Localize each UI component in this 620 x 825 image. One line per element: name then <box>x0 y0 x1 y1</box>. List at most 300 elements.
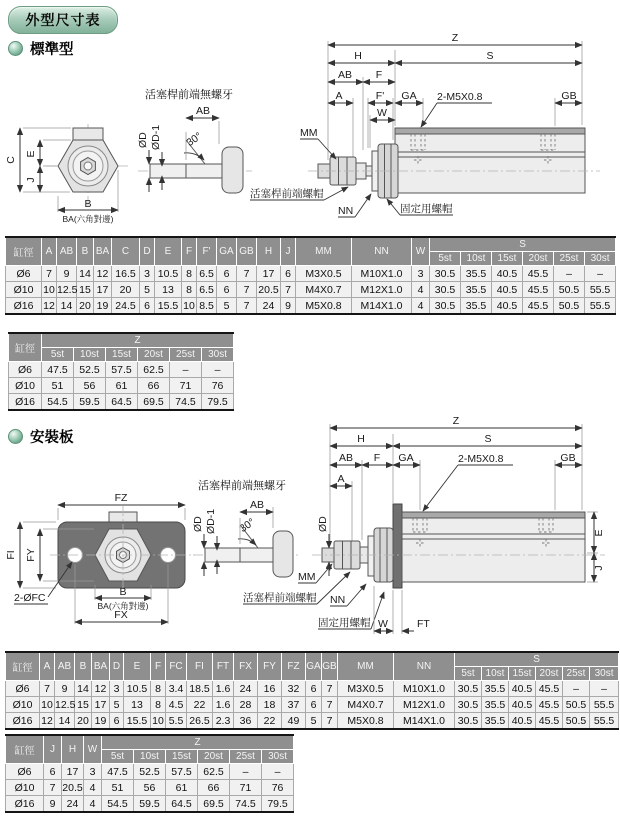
column-header: GB <box>237 237 257 266</box>
dim-label-z: Z <box>451 32 459 44</box>
value-cell: 62.5 <box>198 764 230 780</box>
stroke-header: 15st <box>166 750 198 764</box>
value-cell: 35.5 <box>461 298 492 315</box>
value-cell: 74.5 <box>170 394 202 411</box>
value-cell: 3 <box>412 266 430 282</box>
value-cell: 71 <box>170 378 202 394</box>
value-cell: M5X0.8 <box>296 298 352 315</box>
value-cell: 9 <box>55 681 75 697</box>
value-cell: 4 <box>84 796 102 813</box>
column-header: D <box>140 237 155 266</box>
dim-label-a: A <box>337 473 345 485</box>
column-header: AB <box>55 652 75 681</box>
dim-label-ba: BA(六角對邊) <box>62 214 114 224</box>
column-header: 缸徑 <box>6 735 44 764</box>
dim-label-c: C <box>5 156 17 164</box>
value-cell: 40.5 <box>492 298 523 315</box>
value-cell: 19 <box>92 713 110 730</box>
value-cell: 40.5 <box>509 697 536 713</box>
value-cell: 15.5 <box>124 713 151 730</box>
dim-label-ab: AB <box>338 452 354 464</box>
value-cell: 51 <box>42 378 74 394</box>
column-header: MM <box>296 237 352 266</box>
dim-label-mm: MM <box>300 127 318 139</box>
stroke-header: 25st <box>554 252 585 266</box>
dim-label-fc: 2-ØFC <box>14 592 46 604</box>
value-cell: 26.5 <box>187 713 213 730</box>
value-cell: 45.5 <box>536 681 563 697</box>
stroke-header: 25st <box>230 750 262 764</box>
std-front-view <box>5 124 130 224</box>
value-cell: 47.5 <box>42 362 74 378</box>
value-cell: 7 <box>237 266 257 282</box>
bullet-icon <box>8 41 23 56</box>
page-title: 外型尺寸表 <box>8 6 118 34</box>
column-header: NN <box>394 652 455 681</box>
stroke-header: 15st <box>106 348 138 362</box>
value-cell: 10.5 <box>124 681 151 697</box>
value-cell: 76 <box>262 780 294 796</box>
table-row <box>6 780 294 796</box>
value-cell: 35.5 <box>461 282 492 298</box>
dim-label-ba: BA(六角對邊) <box>97 601 149 611</box>
value-cell: 40.5 <box>492 266 523 282</box>
bore-cell: Ø16 <box>9 394 42 411</box>
value-cell: 4.5 <box>166 697 187 713</box>
value-cell: 22 <box>258 713 282 730</box>
value-cell: 14 <box>77 266 94 282</box>
value-cell: M10X1.0 <box>352 266 412 282</box>
dim-label-f: F <box>375 69 383 81</box>
column-header: E <box>124 652 151 681</box>
value-cell: 4 <box>84 780 102 796</box>
stroke-header: 20st <box>523 252 554 266</box>
value-cell: 7 <box>44 780 62 796</box>
dim-label-angle: 30° <box>184 130 205 150</box>
value-cell: 19 <box>94 298 112 315</box>
value-cell: 35.5 <box>482 697 509 713</box>
column-header: BA <box>94 237 112 266</box>
value-cell: 6 <box>110 713 124 730</box>
value-cell: 10 <box>151 713 166 730</box>
value-cell: 61 <box>166 780 198 796</box>
value-cell: 6 <box>217 266 237 282</box>
value-cell: 8.5 <box>197 298 217 315</box>
value-cell: 13 <box>124 697 151 713</box>
rod-note: 活塞桿前端無螺牙 <box>198 480 286 492</box>
value-cell: 76 <box>202 378 234 394</box>
value-cell: 37 <box>282 697 306 713</box>
value-cell: 71 <box>230 780 262 796</box>
value-cell: – <box>563 681 590 697</box>
value-cell: 6.5 <box>197 282 217 298</box>
table-row <box>6 298 616 315</box>
value-cell: 10 <box>41 698 53 711</box>
value-cell: 10 <box>182 298 197 315</box>
table-row <box>6 796 294 813</box>
dim-label-gb: GB <box>560 452 576 464</box>
mount-side-view <box>243 415 605 634</box>
column-header: B <box>77 237 94 266</box>
value-cell: 5 <box>306 713 322 730</box>
value-cell: 40.5 <box>492 282 523 298</box>
value-cell: 55.5 <box>585 298 616 315</box>
value-cell: 59.5 <box>74 394 106 411</box>
stroke-header: 10st <box>74 348 106 362</box>
section-mount-label: 安裝板 <box>30 430 74 446</box>
column-header: A <box>42 237 57 266</box>
group-header: Z <box>102 735 294 750</box>
column-header: F <box>151 652 166 681</box>
value-cell: 2.3 <box>213 713 234 730</box>
section-mount <box>8 426 74 447</box>
column-header: FT <box>213 652 234 681</box>
table-row <box>6 713 619 730</box>
value-cell: M14X1.0 <box>394 713 455 730</box>
value-cell: 12 <box>94 266 112 282</box>
value-cell: 6.5 <box>197 266 217 282</box>
dim-label-ab: AB <box>337 69 353 81</box>
value-cell: 7 <box>40 681 55 697</box>
value-cell: 57.5 <box>106 362 138 378</box>
value-cell: 9 <box>44 796 62 813</box>
value-cell: 6 <box>306 681 322 697</box>
column-header: 缸徑 <box>9 333 42 362</box>
value-cell: 3.4 <box>166 681 187 697</box>
value-cell: 20 <box>77 298 94 315</box>
table-row <box>9 378 234 394</box>
table-row <box>6 282 616 298</box>
value-cell: 57.5 <box>166 764 198 780</box>
column-header: FI <box>187 652 213 681</box>
value-cell: 64.5 <box>166 796 198 813</box>
value-cell: – <box>262 764 294 780</box>
rod-nut-label: 活塞桿前端螺帽 <box>243 592 317 604</box>
dim-label-angle: 30° <box>237 516 258 536</box>
value-cell: 20.5 <box>62 781 83 794</box>
dim-label-fp: F' <box>375 90 385 102</box>
bullet-icon <box>8 429 23 444</box>
value-cell: 6 <box>140 298 155 315</box>
column-header: F' <box>197 237 217 266</box>
table-row <box>9 394 234 411</box>
dim-label-w: W <box>377 107 387 119</box>
column-header: F <box>182 237 197 266</box>
value-cell: 59.5 <box>134 796 166 813</box>
column-header: NN <box>352 237 412 266</box>
value-cell: 69.5 <box>138 394 170 411</box>
value-cell: 30.5 <box>455 681 482 697</box>
value-cell: 79.5 <box>262 796 294 813</box>
value-cell: 7 <box>322 713 338 730</box>
std-side-view <box>250 32 600 217</box>
value-cell: 17 <box>92 697 110 713</box>
stroke-header: 5st <box>102 750 134 764</box>
group-header: S <box>455 652 619 667</box>
value-cell: 64.5 <box>106 394 138 411</box>
dim-label-fy: FY <box>25 548 37 562</box>
stroke-header: 5st <box>42 348 74 362</box>
column-header: MM <box>338 652 394 681</box>
stroke-header: 30st <box>202 348 234 362</box>
dim-label-f: F <box>373 452 381 464</box>
table-row <box>6 697 619 713</box>
column-header: A <box>40 652 55 681</box>
value-cell: 15.5 <box>155 298 182 315</box>
value-cell: 79.5 <box>202 394 234 411</box>
column-header: W <box>412 237 430 266</box>
rod-nut-label: 活塞桿前端螺帽 <box>250 188 324 200</box>
value-cell: 10.5 <box>155 266 182 282</box>
value-cell: 61 <box>106 378 138 394</box>
value-cell: 12.5 <box>57 283 78 296</box>
dim-label-ab: AB <box>249 499 265 511</box>
column-header: H <box>62 735 84 764</box>
value-cell: 7 <box>42 266 57 282</box>
stroke-header: 10st <box>461 252 492 266</box>
dim-label-w: W <box>378 618 388 630</box>
value-cell: 6 <box>44 764 62 780</box>
bore-cell: Ø10 <box>9 378 42 394</box>
value-cell: 12 <box>42 298 57 315</box>
value-cell: 36 <box>234 713 258 730</box>
column-header: 缸徑 <box>6 237 42 266</box>
value-cell: 30.5 <box>430 266 461 282</box>
column-header: FZ <box>282 652 306 681</box>
value-cell: M12X1.0 <box>394 697 455 713</box>
dim-label-ab: AB <box>195 105 211 117</box>
bore-cell: Ø6 <box>6 266 42 282</box>
value-cell: 8 <box>182 266 197 282</box>
value-cell: 5 <box>110 697 124 713</box>
value-cell: – <box>554 266 585 282</box>
table-row <box>6 764 294 780</box>
value-cell: 45.5 <box>523 266 554 282</box>
table-row <box>6 681 619 697</box>
value-cell: 30.5 <box>430 298 461 315</box>
value-cell: 20 <box>112 282 140 298</box>
value-cell: 8 <box>151 681 166 697</box>
column-header: 缸徑 <box>6 652 40 681</box>
table-row <box>6 266 616 282</box>
bore-cell: Ø16 <box>6 713 40 730</box>
dim-label-ga: GA <box>401 90 417 102</box>
rod-note: 活塞桿前端無螺牙 <box>145 89 233 101</box>
value-cell: 55.5 <box>590 697 619 713</box>
value-cell: 47.5 <box>102 764 134 780</box>
value-cell: 3 <box>110 681 124 697</box>
standard-dimension-table <box>5 236 616 315</box>
value-cell: 8 <box>151 697 166 713</box>
value-cell: 45.5 <box>536 713 563 730</box>
dim-label-fz: FZ <box>114 492 128 504</box>
value-cell: 5.5 <box>166 713 187 730</box>
stroke-header: 30st <box>590 667 619 681</box>
value-cell: 14 <box>55 713 75 730</box>
value-cell: 45.5 <box>523 282 554 298</box>
value-cell: 13 <box>155 282 182 298</box>
value-cell: 22 <box>187 697 213 713</box>
stroke-header: 20st <box>138 348 170 362</box>
dim-label-b: B <box>84 198 92 210</box>
mount-z-table <box>5 734 294 813</box>
value-cell: 24 <box>257 298 281 315</box>
stroke-header: 5st <box>455 667 482 681</box>
value-cell: 16.5 <box>112 266 140 282</box>
value-cell: 35.5 <box>461 266 492 282</box>
value-cell: 40.5 <box>509 713 536 730</box>
value-cell: 18 <box>258 697 282 713</box>
value-cell: 3 <box>140 266 155 282</box>
value-cell: M3X0.5 <box>338 681 394 697</box>
group-header: Z <box>42 333 234 348</box>
value-cell: 54.5 <box>42 394 74 411</box>
value-cell: 66 <box>198 780 230 796</box>
column-header: GB <box>322 652 338 681</box>
value-cell: 7 <box>322 697 338 713</box>
bore-cell: Ø10 <box>6 282 42 298</box>
value-cell: 50.5 <box>554 298 585 315</box>
value-cell: M4X0.7 <box>338 697 394 713</box>
value-cell: – <box>170 362 202 378</box>
value-cell: – <box>590 681 619 697</box>
thread-label: 2-M5X0.8 <box>437 91 483 103</box>
value-cell: 12 <box>40 713 55 730</box>
value-cell: 69.5 <box>198 796 230 813</box>
bore-cell: Ø16 <box>6 796 44 813</box>
value-cell: 40.5 <box>509 681 536 697</box>
dim-label-fx: FX <box>114 609 128 621</box>
value-cell: 45.5 <box>536 697 563 713</box>
section-standard-label: 標準型 <box>30 42 74 58</box>
value-cell: 9 <box>57 266 77 282</box>
value-cell: 15 <box>75 697 92 713</box>
stroke-header: 15st <box>492 252 523 266</box>
bore-cell: Ø6 <box>9 362 42 378</box>
bore-cell: Ø6 <box>6 681 40 697</box>
dim-label-nn: NN <box>330 594 346 606</box>
bore-cell: Ø10 <box>6 697 40 713</box>
value-cell: 30.5 <box>455 697 482 713</box>
dim-label-s: S <box>484 433 492 445</box>
value-cell: 17 <box>257 266 281 282</box>
mount-front-view <box>5 492 195 624</box>
stroke-header: 10st <box>134 750 166 764</box>
value-cell: 5 <box>217 298 237 315</box>
value-cell: 7 <box>237 298 257 315</box>
value-cell: 24.5 <box>112 298 140 315</box>
value-cell: 32 <box>282 681 306 697</box>
value-cell: M14X1.0 <box>352 298 412 315</box>
stroke-header: 15st <box>509 667 536 681</box>
value-cell: 4 <box>412 282 430 298</box>
value-cell: 3 <box>84 764 102 780</box>
value-cell: 52.5 <box>74 362 106 378</box>
dim-label-gb: GB <box>561 90 577 102</box>
value-cell: M3X0.5 <box>296 266 352 282</box>
value-cell: 28 <box>234 697 258 713</box>
value-cell: 52.5 <box>134 764 166 780</box>
value-cell: M12X1.0 <box>352 282 412 298</box>
value-cell: 14 <box>75 681 92 697</box>
value-cell: 24 <box>62 796 84 813</box>
value-cell: M10X1.0 <box>394 681 455 697</box>
value-cell: – <box>230 764 262 780</box>
value-cell: 20 <box>75 713 92 730</box>
mount-dimension-table <box>5 651 619 730</box>
value-cell: 54.5 <box>102 796 134 813</box>
value-cell: 14 <box>57 298 77 315</box>
value-cell: 49 <box>282 713 306 730</box>
thread-label: 2-M5X0.8 <box>458 453 504 465</box>
dim-label-ga: GA <box>398 452 414 464</box>
value-cell: 7 <box>281 282 296 298</box>
value-cell: 12 <box>92 681 110 697</box>
value-cell: 8 <box>182 282 197 298</box>
value-cell: 74.5 <box>230 796 262 813</box>
value-cell: 10 <box>43 283 55 296</box>
dim-label-h: H <box>354 50 362 62</box>
dim-label-od: ØD <box>137 132 149 148</box>
column-header: BA <box>92 652 110 681</box>
column-header: W <box>84 735 102 764</box>
value-cell: 55.5 <box>585 282 616 298</box>
stroke-header: 20st <box>198 750 230 764</box>
value-cell: 6 <box>306 697 322 713</box>
bore-cell: Ø10 <box>6 780 44 796</box>
value-cell: 9 <box>281 298 296 315</box>
value-cell: 66 <box>138 378 170 394</box>
value-cell: 1.6 <box>213 697 234 713</box>
standard-z-table <box>8 332 234 411</box>
value-cell: 56 <box>74 378 106 394</box>
value-cell: 55.5 <box>590 713 619 730</box>
value-cell: M5X0.8 <box>338 713 394 730</box>
std-rod-detail <box>137 87 252 193</box>
value-cell: 18.5 <box>187 681 213 697</box>
column-header: FY <box>258 652 282 681</box>
column-header: GA <box>217 237 237 266</box>
stroke-header: 30st <box>585 252 616 266</box>
dim-label-od: ØD <box>192 516 204 532</box>
stroke-header: 10st <box>482 667 509 681</box>
value-cell: 50.5 <box>563 713 590 730</box>
dim-label-h: H <box>357 433 365 445</box>
dim-label-b: B <box>119 586 127 598</box>
value-cell: 16 <box>258 681 282 697</box>
stroke-header: 20st <box>536 667 563 681</box>
stroke-header: 25st <box>563 667 590 681</box>
group-header: S <box>430 237 616 252</box>
column-header: E <box>155 237 182 266</box>
fix-nut-label: 固定用螺帽 <box>400 203 453 215</box>
value-cell: M4X0.7 <box>296 282 352 298</box>
dim-label-fi: FI <box>5 550 17 560</box>
value-cell: 50.5 <box>554 282 585 298</box>
bore-cell: Ø6 <box>6 764 44 780</box>
column-header: H <box>257 237 281 266</box>
dim-label-e: E <box>25 150 37 158</box>
dim-label-mm: MM <box>298 571 316 583</box>
value-cell: 35.5 <box>482 713 509 730</box>
value-cell: 7 <box>237 282 257 298</box>
dim-label-od1: ØD-1 <box>150 124 162 150</box>
column-header: C <box>112 237 140 266</box>
column-header: AB <box>57 237 77 266</box>
stroke-header: 5st <box>430 252 461 266</box>
value-cell: – <box>585 266 616 282</box>
section-standard <box>8 38 74 59</box>
